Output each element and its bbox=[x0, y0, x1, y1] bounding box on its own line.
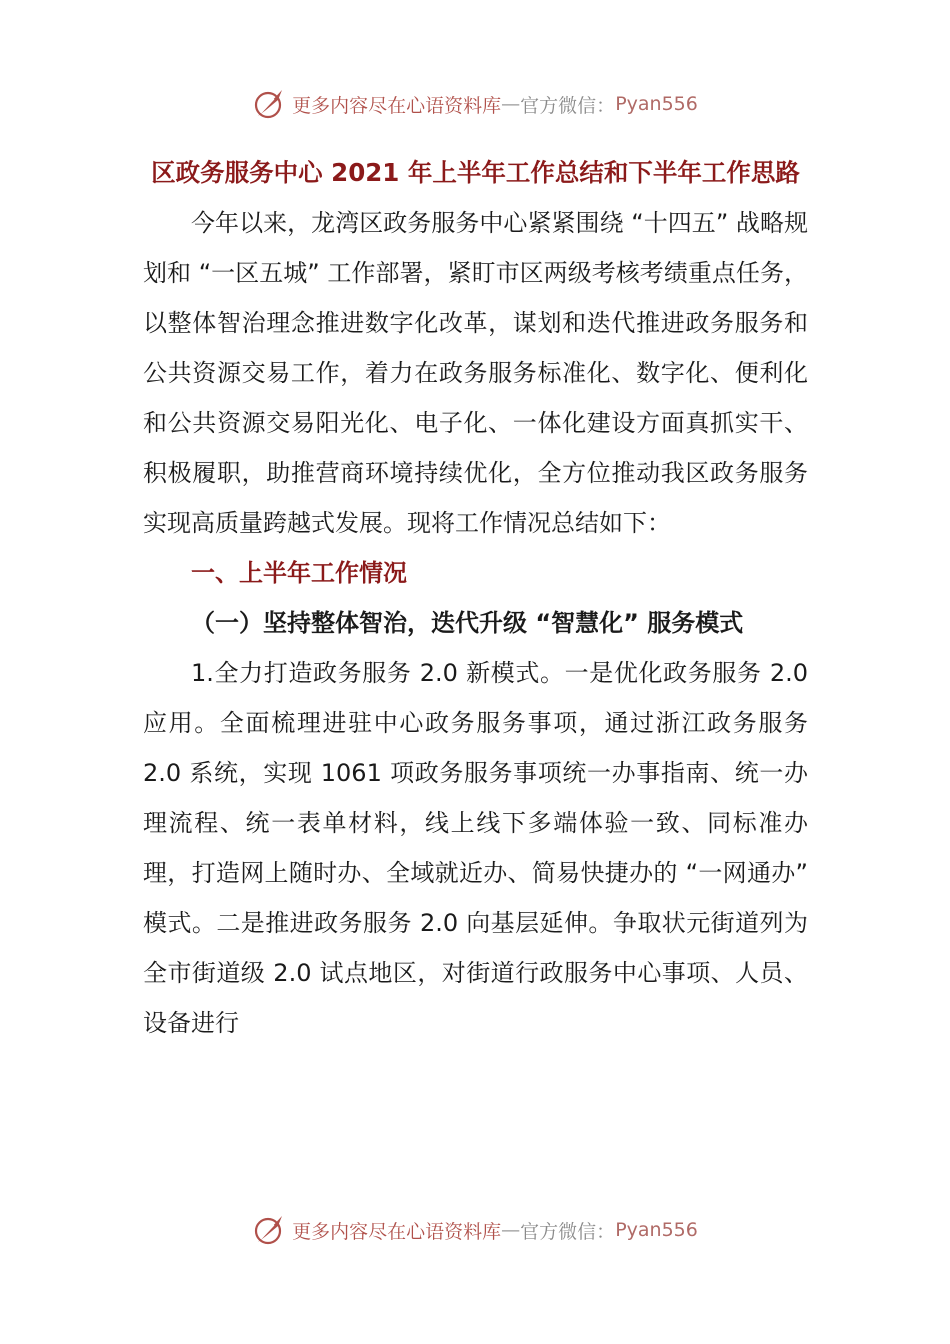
quill-logo-icon bbox=[252, 86, 288, 122]
watermark-wechat-id: Pyan556 bbox=[615, 1219, 698, 1241]
watermark-separator: — bbox=[501, 1219, 521, 1241]
document-title: 区政务服务中心 2021 年上半年工作总结和下半年工作思路 bbox=[151, 158, 800, 187]
watermark-brand-text: 更多内容尽在心语资料库 bbox=[292, 1220, 502, 1243]
quill-logo-icon bbox=[252, 1212, 288, 1248]
section-heading: 一、上半年工作情况 bbox=[191, 559, 407, 587]
watermark-separator: — bbox=[501, 93, 521, 115]
watermark-wechat-id: Pyan556 bbox=[615, 93, 698, 115]
watermark-brand-text: 更多内容尽在心语资料库 bbox=[292, 94, 502, 117]
subsection-heading: （一）坚持整体智治，迭代升级 “智慧化” 服务模式 bbox=[191, 609, 744, 637]
watermark-official-label: 官方微信： bbox=[520, 1220, 616, 1243]
watermark-banner-bottom bbox=[0, 1210, 950, 1250]
watermark-official-label: 官方微信： bbox=[520, 94, 616, 117]
document-body bbox=[143, 148, 808, 1048]
body-paragraph: 1.全力打造政务服务 2.0 新模式。一是优化政务服务 2.0 应用。全面梳理进驻中心政务服务事项，通过浙江政务服务 2.0 系统，实现 1061 项政务服务事项统一办事指南、统一办理流程、统一表单材料，线上线下多端体验一致、同标准办理，打造网上随时办、全域就近办、简易快捷办的 “一网通办” 模式。二是推进政务服务 2.0 向基层延伸。争取状元街道列为全市街道级 2.0 试点地区，对街道行政服务中心事项、人员、设备进行 bbox=[143, 659, 808, 1037]
intro-paragraph: 今年以来，龙湾区政务服务中心紧紧围绕 “十四五” 战略规划和 “一区五城” 工作部署，紧盯市区两级考核考绩重点任务，以整体智治理念推进数字化改革，谋划和迭代推进政务服务和公共资源交易工作，着力在政务服务标准化、数字化、便利化和公共资源交易阳光化、电子化、一体化建设方面真抓实干、积极履职，助推营商环境持续优化，全方位推动我区政务服务实现高质量跨越式发展。现将工作情况总结如下： bbox=[143, 209, 808, 537]
watermark-banner-top bbox=[0, 84, 950, 124]
